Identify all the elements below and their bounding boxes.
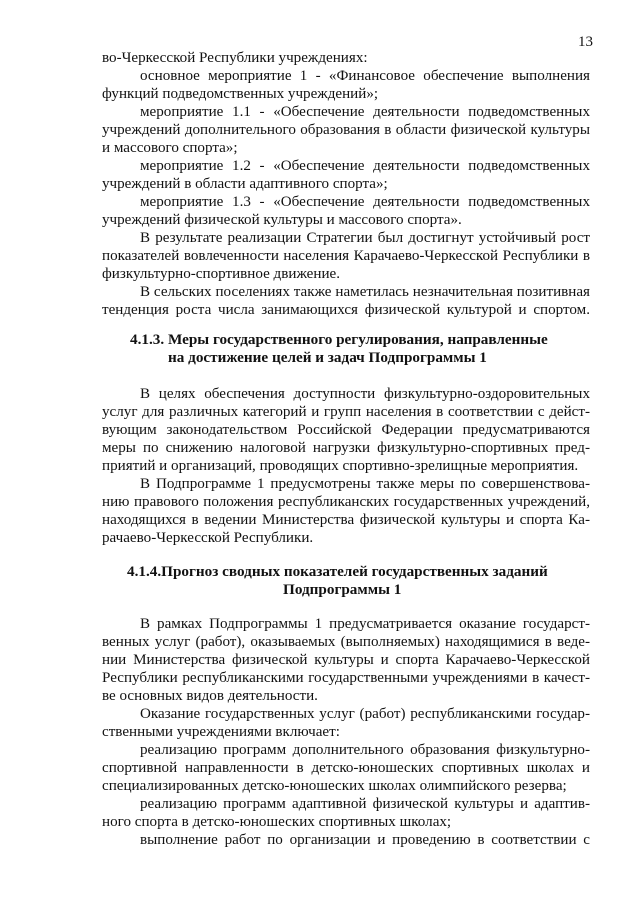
text-line: функций подведомственных учреждений»; — [102, 86, 379, 102]
text-line: В результате реализации Стратегии был достигнут устойчивый рост — [140, 230, 590, 246]
text-line: меры по снижению налоговой нагрузки физкультурно-спортивных пред- — [102, 440, 590, 456]
text-line: и массового спорта»; — [102, 140, 238, 156]
text-line: реализацию программ дополнительного образования физкультурно- — [140, 742, 590, 758]
text-line: учреждений в области адаптивного спорта»; — [102, 176, 388, 192]
text-line: В сельских поселениях также наметилась незначительная позитивная — [140, 284, 590, 300]
text-line: В Подпрограмме 1 предусмотрены также меры по совершенствова- — [140, 476, 590, 492]
text-line: мероприятие 1.3 - «Обеспечение деятельности подведомственных — [140, 194, 590, 210]
text-line: специализированных детско-юношеских школах олимпийского резерва; — [102, 778, 567, 794]
text-line: приятий и организаций, проводящих спортивно-зрелищные мероприятия. — [102, 458, 579, 474]
text-line: находящихся в ведении Министерства физической культуры и спорта Ка- — [102, 512, 590, 528]
text-line: рачаево-Черкесской Республики. — [102, 530, 314, 546]
text-line: В целях обеспечения доступности физкультурно-оздоровительных — [140, 386, 590, 402]
text-line: ственными учреждениями включает: — [102, 724, 340, 740]
section-heading-4-1-4: 4.1.4.Прогноз сводных показателей государственных заданий — [127, 563, 548, 580]
section-heading-4-1-4-cont: Подпрограммы 1 — [283, 581, 402, 598]
text-line: выполнение работ по организации и проведению в соответствии с — [140, 832, 590, 848]
text-line: ве основных видов деятельности. — [102, 688, 318, 704]
text-line: спортивной направленности в детско-юношеских спортивных школах и — [102, 760, 590, 776]
text-line: венных услуг (работ), оказываемых (выполняемых) находящимися в веде- — [102, 634, 590, 650]
text-line: во-Черкесской Республики учреждениях: — [102, 50, 368, 66]
text-line: нии Министерства физической культуры и спорта Карачаево-Черкесской — [102, 652, 590, 668]
text-line: ного спорта в детско-юношеских спортивных школах; — [102, 814, 452, 830]
text-line: вующим законодательством Российской Федерации предусматриваются — [102, 422, 590, 438]
text-line: Республики республиканскими государственными учреждениями в качест- — [102, 670, 590, 686]
page-number: 13 — [578, 34, 593, 50]
text-line: тенденция роста числа занимающихся физической культурой и спортом. — [102, 302, 590, 318]
text-line: показателей вовлеченности населения Карачаево-Черкесской Республики в — [102, 248, 590, 264]
text-line: мероприятие 1.2 - «Обеспечение деятельности подведомственных — [140, 158, 590, 174]
text-line: реализацию программ адаптивной физической культуры и адаптив- — [140, 796, 590, 812]
section-heading-4-1-3-cont: на достижение целей и задач Подпрограммы 1 — [168, 349, 487, 366]
text-line: нию правового положения республиканских государственных учреждений, — [102, 494, 590, 510]
section-heading-4-1-3: 4.1.3. Меры государственного регулирования, направленные — [130, 331, 548, 348]
text-line: учреждений дополнительного образования в области физической культуры — [102, 122, 590, 138]
text-line: мероприятие 1.1 - «Обеспечение деятельности подведомственных — [140, 104, 590, 120]
text-line: В рамках Подпрограммы 1 предусматривается оказание государст- — [140, 616, 590, 632]
text-line: основное мероприятие 1 - «Финансовое обеспечение выполнения — [140, 68, 590, 84]
text-line: физкультурно-спортивное движение. — [102, 266, 340, 282]
text-line: Оказание государственных услуг (работ) республиканскими государ- — [140, 706, 590, 722]
text-line: услуг для различных категорий и групп населения в соответствии с дейст- — [102, 404, 590, 420]
text-line: учреждений физической культуры и массового спорта». — [102, 212, 462, 228]
